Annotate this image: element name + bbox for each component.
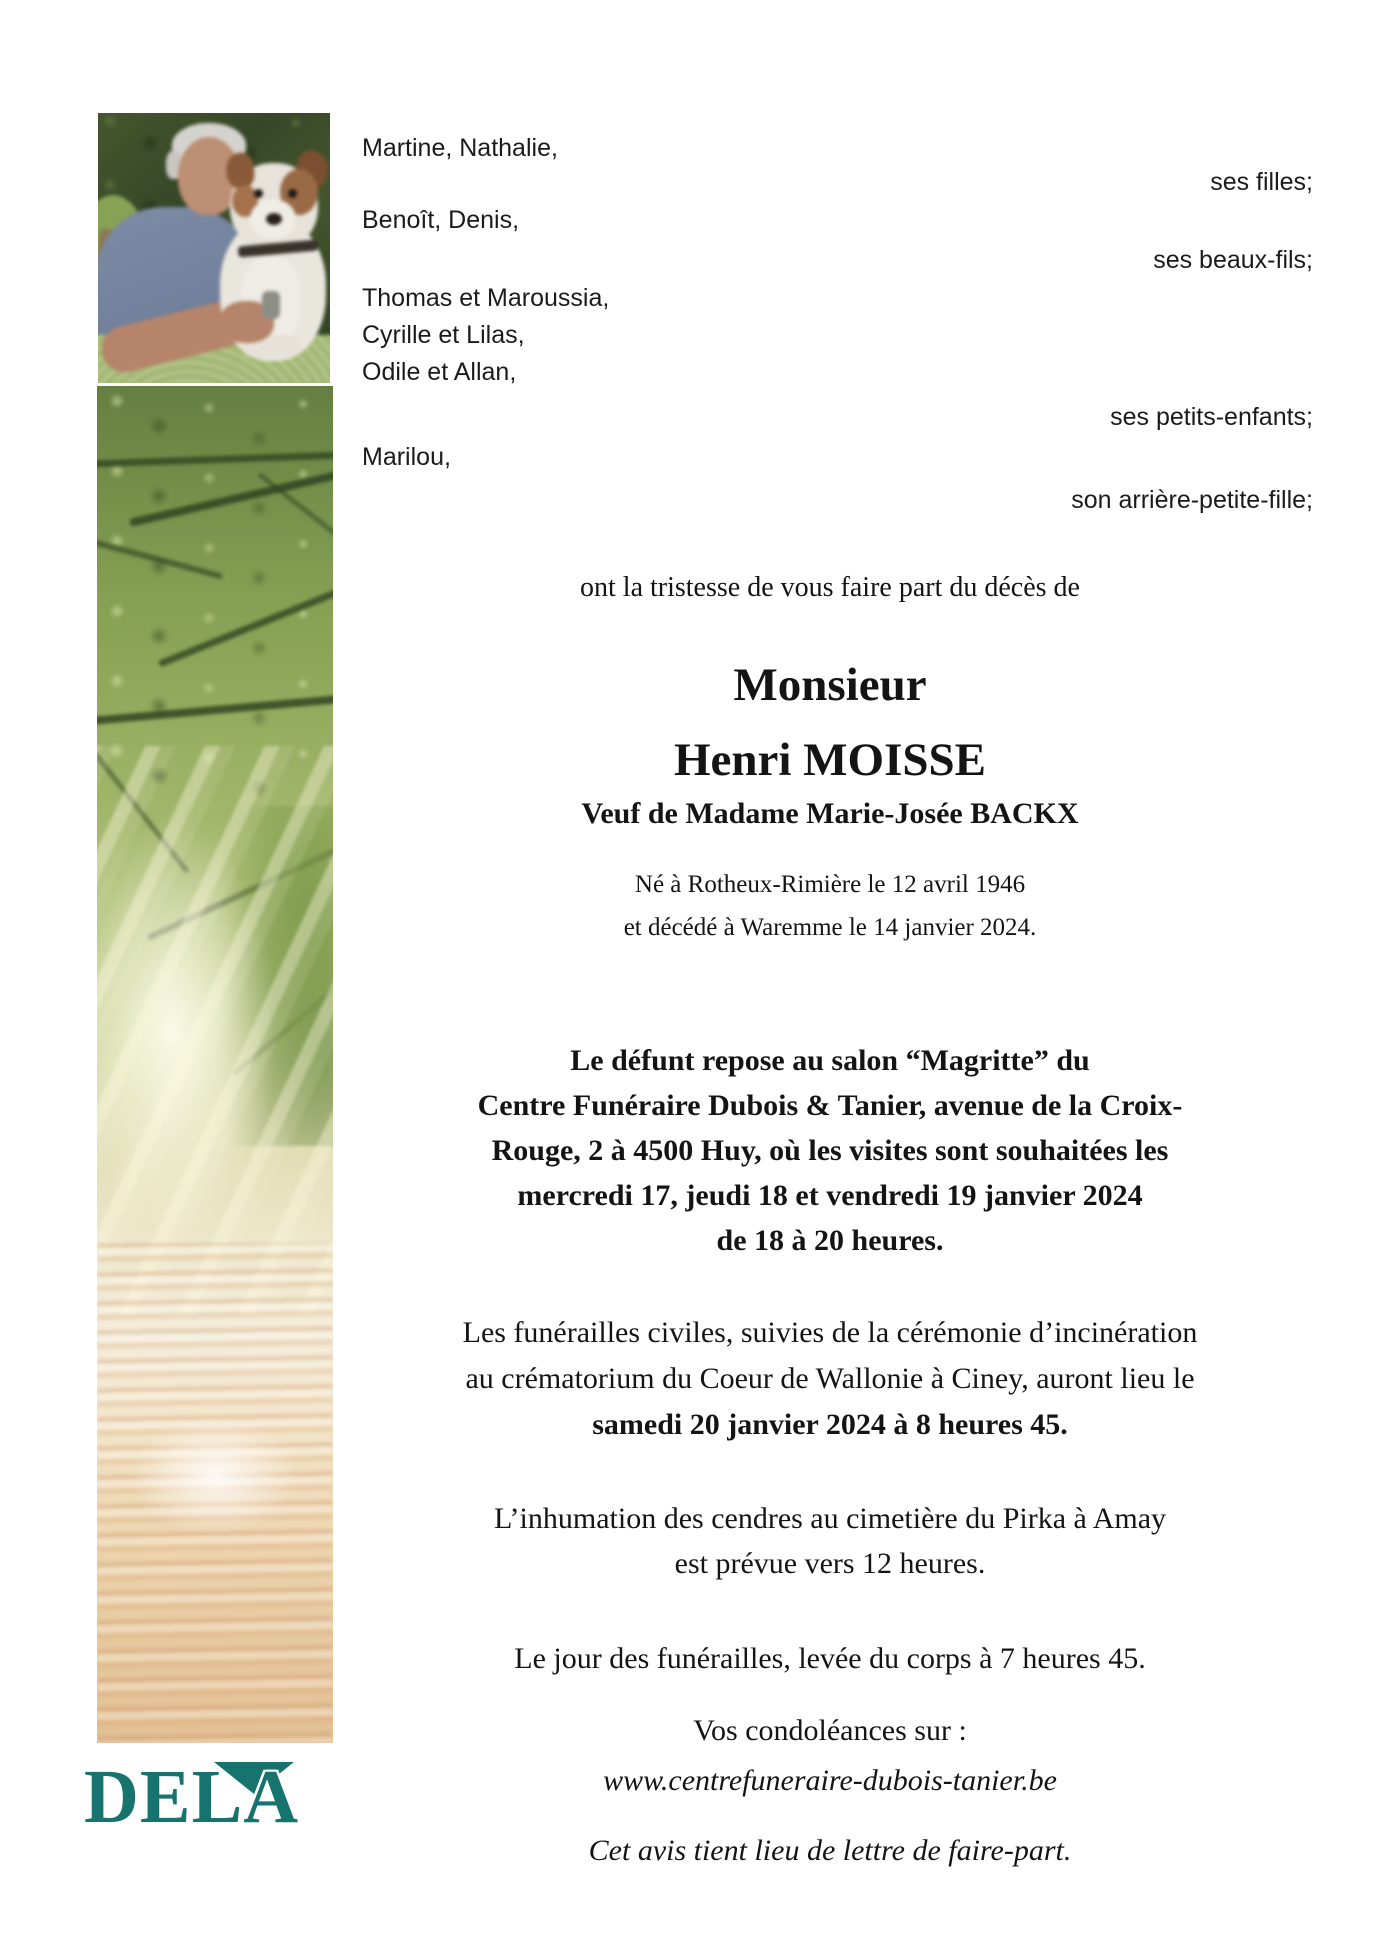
- family-block: [362, 0, 1313, 540]
- condolences-website: www.centrefuneraire-dubois-tanier.be: [603, 1764, 1057, 1797]
- deceased-name: Henri MOISSE: [673, 734, 987, 786]
- repose-line: Le défunt repose au salon “Magritte” du: [570, 1044, 1090, 1077]
- family-relation-line: son arrière-petite-fille;: [1071, 486, 1313, 514]
- repose-line: Rouge, 2 à 4500 Huy, où les visites sont souhaitées les: [491, 1134, 1169, 1167]
- funeral-line: au crématorium du Coeur de Wallonie à Ciney, auront lieu le: [465, 1362, 1195, 1395]
- intro-line: ont la tristesse de vous faire part du décès de: [580, 572, 1080, 603]
- family-relation-line: ses filles;: [1210, 168, 1313, 196]
- closing-line: Cet avis tient lieu de lettre de faire-part.: [588, 1834, 1072, 1867]
- repose-line: Centre Funéraire Dubois & Tanier, avenue de la Croix-: [477, 1089, 1183, 1122]
- repose-paragraph: [339, 1038, 1321, 1263]
- funeral-line: Les funérailles civiles, suivies de la cérémonie d’incinération: [462, 1316, 1198, 1349]
- forest-art: [97, 386, 333, 1743]
- civility-title: Monsieur: [733, 659, 927, 711]
- birth-line: Né à Rotheux-Rimière le 12 avril 1946: [634, 871, 1026, 898]
- photo-dog-eye: [288, 189, 297, 198]
- family-names-line: Cyrille et Lilas,: [362, 321, 525, 349]
- photo-man-watch: [262, 291, 280, 319]
- inhumation-paragraph: [339, 1496, 1321, 1586]
- repose-line: de 18 à 20 heures.: [716, 1224, 944, 1257]
- death-line: et décédé à Waremme le 14 janvier 2024.: [623, 914, 1037, 941]
- dela-logo: [84, 1755, 344, 1839]
- photo-dog-eye: [254, 189, 263, 198]
- widower-line: Veuf de Madame Marie-Josée BACKX: [581, 797, 1079, 830]
- family-names-line: Marilou,: [362, 443, 451, 471]
- portrait-photo-art: [98, 113, 330, 383]
- family-names-line: Benoît, Denis,: [362, 206, 520, 234]
- inhumation-line: est prévue vers 12 heures.: [674, 1547, 986, 1580]
- dela-logo-text: DELA: [84, 1755, 300, 1839]
- funeral-paragraph: [339, 1310, 1321, 1448]
- funeral-date-line: samedi 20 janvier 2024 à 8 heures 45.: [592, 1408, 1068, 1441]
- photo-dog-nose: [266, 213, 282, 225]
- portrait-photo: [98, 113, 330, 383]
- family-names-line: Thomas et Maroussia,: [362, 284, 610, 312]
- family-names-line: Martine, Nathalie,: [362, 134, 558, 162]
- family-relation-line: ses petits-enfants;: [1110, 403, 1313, 431]
- forest-path-image: [97, 386, 333, 1743]
- inhumation-line: L’inhumation des cendres au cimetière du Pirka à Amay: [493, 1502, 1167, 1535]
- levee-line: Le jour des funérailles, levée du corps à 7 heures 45.: [514, 1642, 1146, 1675]
- family-names-line: Odile et Allan,: [362, 358, 517, 386]
- condolences-label: Vos condoléances sur :: [693, 1714, 967, 1747]
- forest-path-highlight: [132, 1418, 297, 1533]
- forest-sun-rays: [97, 746, 333, 1316]
- family-relation-line: ses beaux-fils;: [1153, 246, 1313, 274]
- repose-line: mercredi 17, jeudi 18 et vendredi 19 janvier 2024: [517, 1179, 1143, 1212]
